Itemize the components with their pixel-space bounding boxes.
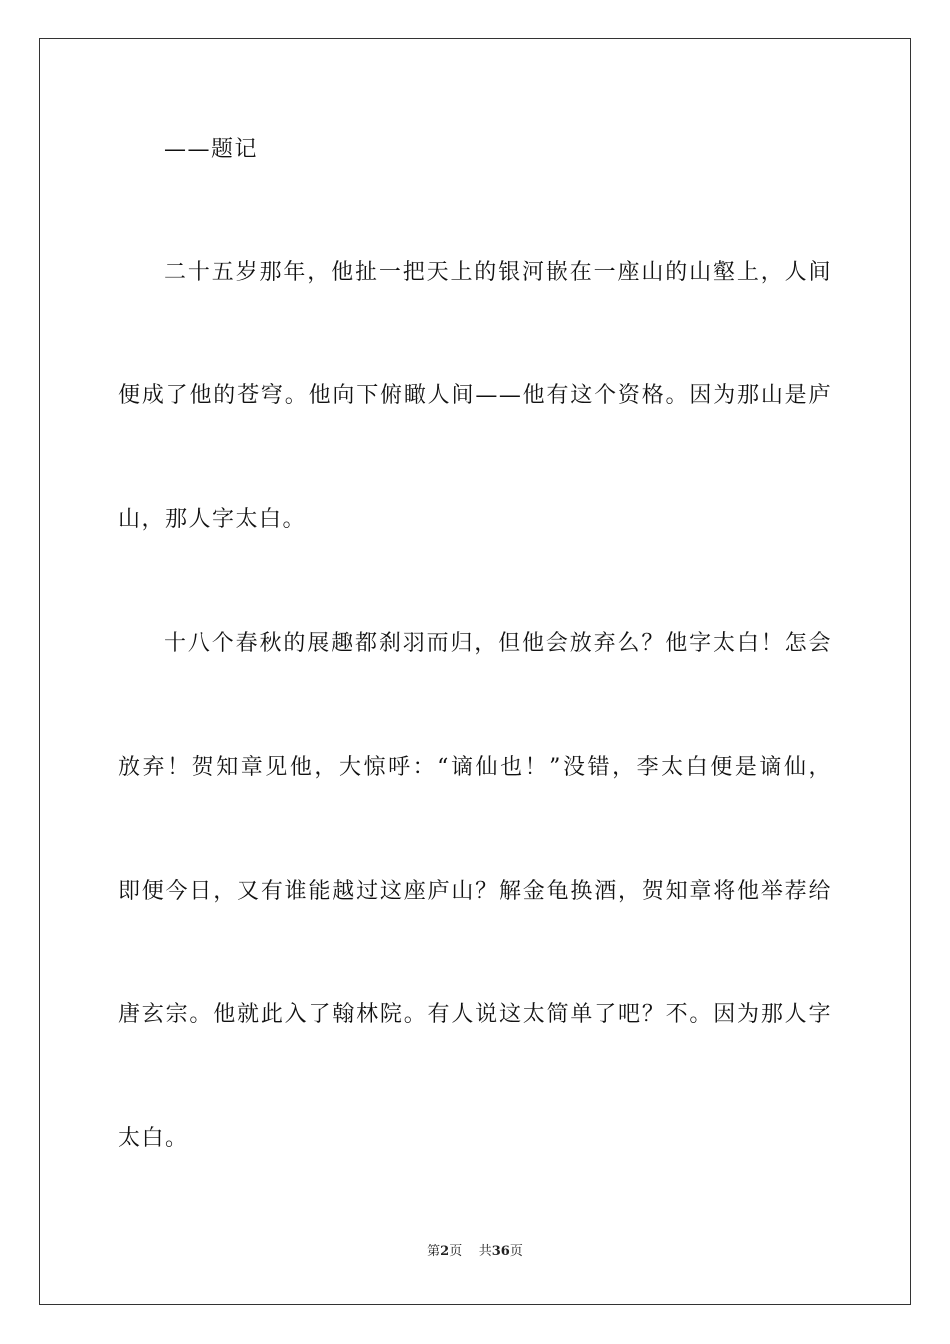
page-footer bbox=[0, 1243, 950, 1261]
paragraph-2-line-2: 放弃！贺知章见他，大惊呼：“谪仙也！”没错，李太白便是谪仙， bbox=[118, 755, 832, 780]
footer-total-suffix: 页 bbox=[509, 1244, 523, 1259]
footer-total-prefix: 共 bbox=[478, 1244, 492, 1259]
footer-total-pages: 36 bbox=[491, 1244, 510, 1259]
epigraph: ——题记 bbox=[164, 137, 259, 162]
paragraph-1-line-3: 山，那人字太白。 bbox=[118, 507, 307, 532]
footer-page-suffix: 页 bbox=[449, 1244, 463, 1259]
paragraph-2-line-4: 唐玄宗。他就此入了翰林院。有人说这太简单了吧？不。因为那人字 bbox=[118, 1002, 832, 1027]
footer-page-prefix: 第 bbox=[427, 1244, 441, 1259]
paragraph-2-line-1: 十八个春秋的展趣都刹羽而归，但他会放弃么？他字太白！怎会 bbox=[164, 631, 832, 656]
paragraph-2-line-3: 即便今日，又有谁能越过这座庐山？解金龟换酒，贺知章将他举荐给 bbox=[118, 879, 832, 904]
page-border bbox=[39, 38, 911, 1305]
paragraph-2-line-5: 太白。 bbox=[118, 1126, 189, 1151]
paragraph-1-line-1: 二十五岁那年，他扯一把天上的银河嵌在一座山的山壑上，人间 bbox=[164, 260, 832, 285]
footer-page-number: 2 bbox=[440, 1244, 450, 1259]
paragraph-1-line-2: 便成了他的苍穹。他向下俯瞰人间——他有这个资格。因为那山是庐 bbox=[118, 383, 832, 408]
